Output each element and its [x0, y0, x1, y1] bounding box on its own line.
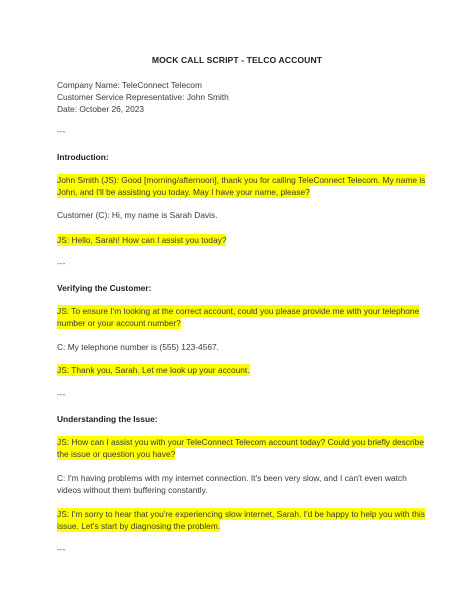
understanding-js-question	[57, 436, 427, 460]
introduction-js-greeting	[57, 174, 427, 198]
separator-2: ---	[57, 258, 66, 268]
understanding-heading: Understanding the Issue:	[57, 414, 158, 424]
highlighted-text: JS: How can I assist you with your TeleConnect Telecom account today? Could you briefly describe the issue or question you have?	[57, 437, 424, 459]
highlighted-text: JS: To ensure I'm looking at the correct account, could you please provide me with your telephone number or your account number?	[57, 306, 420, 328]
verifying-js-request	[57, 305, 427, 329]
separator-1: ---	[57, 126, 66, 136]
verifying-js-thanks	[57, 364, 427, 376]
highlighted-text: John Smith (JS): Good [morning/afternoon], thank you for calling TeleConnect Telecom. My name is John, and I'll be assisting you today. May I have your name, please?	[57, 175, 426, 197]
separator-3: ---	[57, 389, 66, 399]
understanding-customer-problem: C: I'm having problems with my internet connection. It's been very slow, and I can't even watch videos without them buffering constantly.	[57, 473, 407, 495]
highlighted-text: JS: Thank you, Sarah. Let me look up your account.	[57, 365, 250, 375]
separator-4: ---	[57, 544, 66, 554]
introduction-js-assist	[57, 234, 427, 246]
company-name-line: Company Name: TeleConnect Telecom	[57, 80, 202, 90]
document-title: MOCK CALL SCRIPT - TELCO ACCOUNT	[151, 55, 323, 65]
representative-line: Customer Service Representative: John Smith	[57, 92, 229, 102]
verifying-customer-reply: C: My telephone number is (555) 123-4567.	[57, 342, 220, 352]
introduction-customer-reply: Customer (C): Hi, my name is Sarah Davis.	[57, 210, 218, 220]
highlighted-text: JS: Hello, Sarah! How can I assist you today?	[57, 235, 227, 245]
date-line: Date: October 26, 2023	[57, 104, 145, 114]
highlighted-text: JS: I'm sorry to hear that you're experiencing slow internet, Sarah. I'd be happy to help you with this issue. Let's start by diagnosing the problem.	[57, 509, 425, 531]
introduction-heading: Introduction:	[57, 152, 109, 162]
verifying-heading: Verifying the Customer:	[57, 283, 152, 293]
understanding-js-response	[57, 508, 427, 532]
